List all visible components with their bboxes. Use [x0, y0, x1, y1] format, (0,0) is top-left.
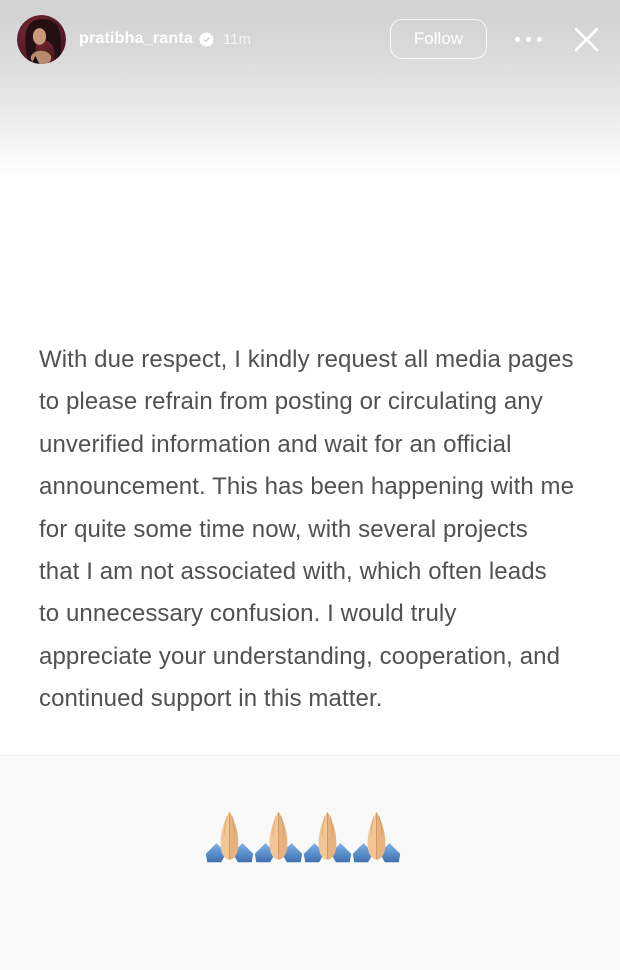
verified-badge-icon	[199, 32, 214, 47]
emoji-row	[0, 756, 613, 864]
story-statement	[39, 339, 596, 721]
story-text-line: unverified information and wait for an official	[39, 430, 512, 458]
close-icon	[570, 23, 603, 56]
avatar[interactable]	[17, 15, 66, 64]
more-options-button[interactable]	[513, 29, 544, 50]
more-options-icon	[515, 37, 520, 42]
story-text-line: appreciate your understanding, cooperation, and	[39, 642, 561, 670]
story-text-line: With due respect, I kindly request all media pages	[39, 346, 574, 373]
folded-hands-emoji-icon	[205, 810, 254, 864]
reaction-section	[0, 755, 620, 970]
folded-hands-emoji-icon	[254, 810, 303, 864]
story-text-line: for quite some time now, with several projects	[39, 515, 528, 543]
story-header	[0, 0, 620, 68]
folded-hands-emoji-icon	[303, 810, 352, 864]
folded-hands-emoji-icon	[352, 810, 401, 864]
story-text-line: to please refrain from posting or circulating any	[39, 388, 543, 416]
story-text-line: announcement. This has been happening with me	[39, 473, 575, 501]
close-button[interactable]	[568, 21, 605, 58]
story-text-line: continued support in this matter.	[39, 685, 383, 713]
time-posted: 11m	[222, 30, 252, 48]
story-text-line: that I am not associated with, which often leads	[39, 558, 547, 586]
username[interactable]: pratibha_ranta	[79, 30, 193, 47]
follow-button[interactable]: Follow	[390, 19, 487, 59]
story-text-line: to unnecessary confusion. I would truly	[39, 600, 457, 628]
